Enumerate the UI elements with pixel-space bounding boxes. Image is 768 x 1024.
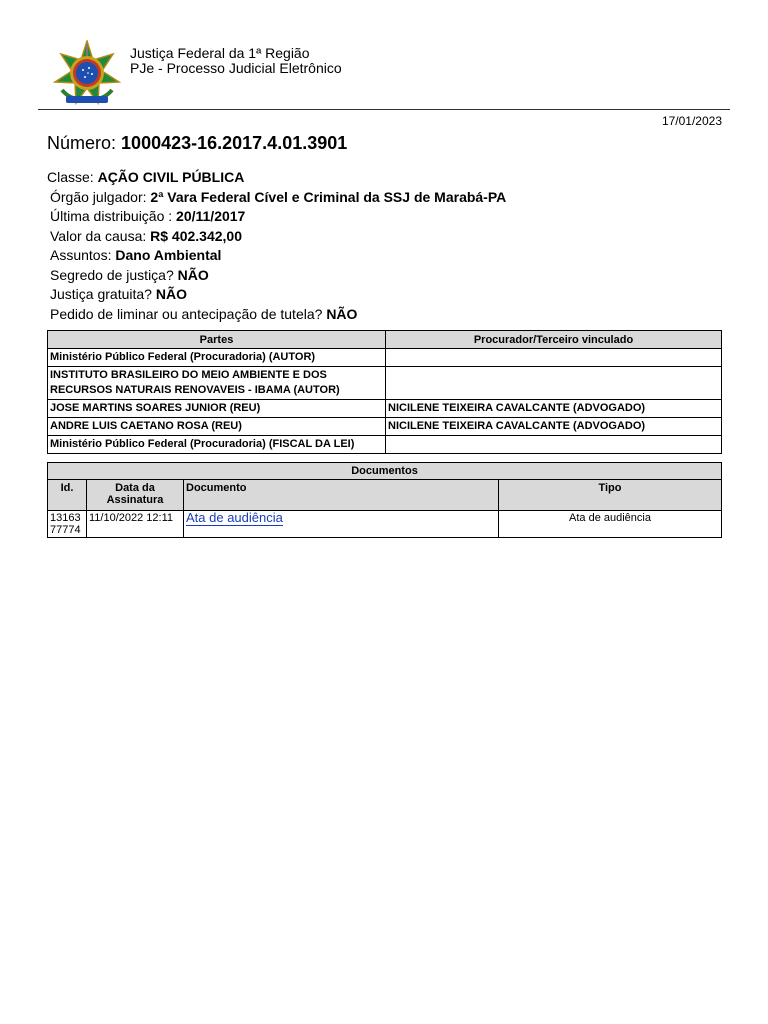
doc-tipo: Ata de audiência xyxy=(499,511,722,538)
field-assuntos xyxy=(47,246,506,266)
procurador-name: NICILENE TEIXEIRA CAVALCANTE (ADVOGADO) xyxy=(386,418,722,436)
table-row xyxy=(48,418,722,436)
partes-table xyxy=(47,330,722,454)
field-classe xyxy=(47,168,506,188)
field-valor-label: Valor da causa: xyxy=(50,227,147,244)
doc-header-data: Data da Assinatura xyxy=(87,480,184,511)
partes-header-partes: Partes xyxy=(48,331,386,349)
procurador-name xyxy=(386,349,722,367)
field-assuntos-label: Assuntos: xyxy=(50,247,112,263)
doc-id: 1316377774 xyxy=(48,511,87,538)
partes-header-row xyxy=(48,331,722,349)
parte-name: ANDRE LUIS CAETANO ROSA (REU) xyxy=(48,418,386,436)
document-date: 17/01/2023 xyxy=(661,114,722,128)
brazil-coat-of-arms-icon xyxy=(52,40,122,108)
doc-header-documento: Documento xyxy=(184,480,499,511)
partes-header-procurador: Procurador/Terceiro vinculado xyxy=(386,331,722,349)
table-row xyxy=(48,400,722,418)
org-line-2: PJe - Processo Judicial Eletrônico xyxy=(130,60,342,76)
field-liminar-value: NÃO xyxy=(326,305,358,322)
field-segredo-label: Segredo de justiça? xyxy=(50,266,174,283)
field-liminar-label: Pedido de liminar ou antecipação de tutela? xyxy=(50,305,323,322)
documentos-title: Documentos xyxy=(48,463,722,480)
procurador-name: NICILENE TEIXEIRA CAVALCANTE (ADVOGADO) xyxy=(386,400,722,418)
field-segredo-value: NÃO xyxy=(177,266,209,283)
parte-name: Ministério Público Federal (Procuradoria) (FISCAL DA LEI) xyxy=(48,436,386,454)
field-orgao-label: Órgão julgador: xyxy=(50,188,147,205)
table-row xyxy=(48,367,722,400)
parte-name: Ministério Público Federal (Procuradoria) (AUTOR) xyxy=(48,349,386,367)
doc-documento-cell xyxy=(184,511,499,538)
field-orgao-value: 2ª Vara Federal Cível e Criminal da SSJ de Marabá-PA xyxy=(150,188,507,205)
document-header xyxy=(0,0,768,112)
field-valor-causa xyxy=(47,227,506,247)
field-assuntos-value: Dano Ambiental xyxy=(115,247,222,263)
procurador-name xyxy=(386,436,722,454)
field-ultima-label: Última distribuição : xyxy=(50,208,173,224)
process-details xyxy=(47,168,506,324)
organization-name xyxy=(130,46,342,76)
field-orgao xyxy=(47,188,506,208)
doc-header-tipo: Tipo xyxy=(499,480,722,511)
header-divider xyxy=(38,109,730,110)
procurador-name xyxy=(386,367,722,400)
process-number-label: Número: xyxy=(47,133,117,153)
table-row xyxy=(48,436,722,454)
field-gratuita-value: NÃO xyxy=(155,286,187,302)
field-gratuita-label: Justiça gratuita? xyxy=(50,286,152,302)
table-row xyxy=(48,511,722,538)
field-liminar xyxy=(47,305,506,325)
doc-header-id: Id. xyxy=(48,480,87,511)
table-row xyxy=(48,349,722,367)
documentos-header-row xyxy=(48,480,722,511)
documentos-table xyxy=(47,462,722,538)
org-line-1: Justiça Federal da 1ª Região xyxy=(130,45,310,61)
field-gratuita xyxy=(47,285,506,305)
process-number-value: 1000423-16.2017.4.01.3901 xyxy=(121,133,348,153)
doc-data-assinatura: 11/10/2022 12:11 xyxy=(87,511,184,538)
parte-name: INSTITUTO BRASILEIRO DO MEIO AMBIENTE E DOS RECURSOS NATURAIS RENOVAVEIS - IBAMA (AUTOR) xyxy=(48,367,386,400)
field-ultima-distribuicao xyxy=(47,207,506,227)
parte-name: JOSE MARTINS SOARES JUNIOR (REU) xyxy=(48,400,386,418)
field-valor-value: R$ 402.342,00 xyxy=(150,227,242,244)
documentos-title-row xyxy=(48,463,722,480)
field-ultima-value: 20/11/2017 xyxy=(176,208,246,224)
field-classe-label: Classe: xyxy=(47,169,94,185)
field-classe-value: AÇÃO CIVIL PÚBLICA xyxy=(97,169,245,185)
process-number xyxy=(47,133,347,154)
field-segredo xyxy=(47,266,506,286)
doc-documento-link[interactable]: Ata de audiência xyxy=(186,510,283,525)
